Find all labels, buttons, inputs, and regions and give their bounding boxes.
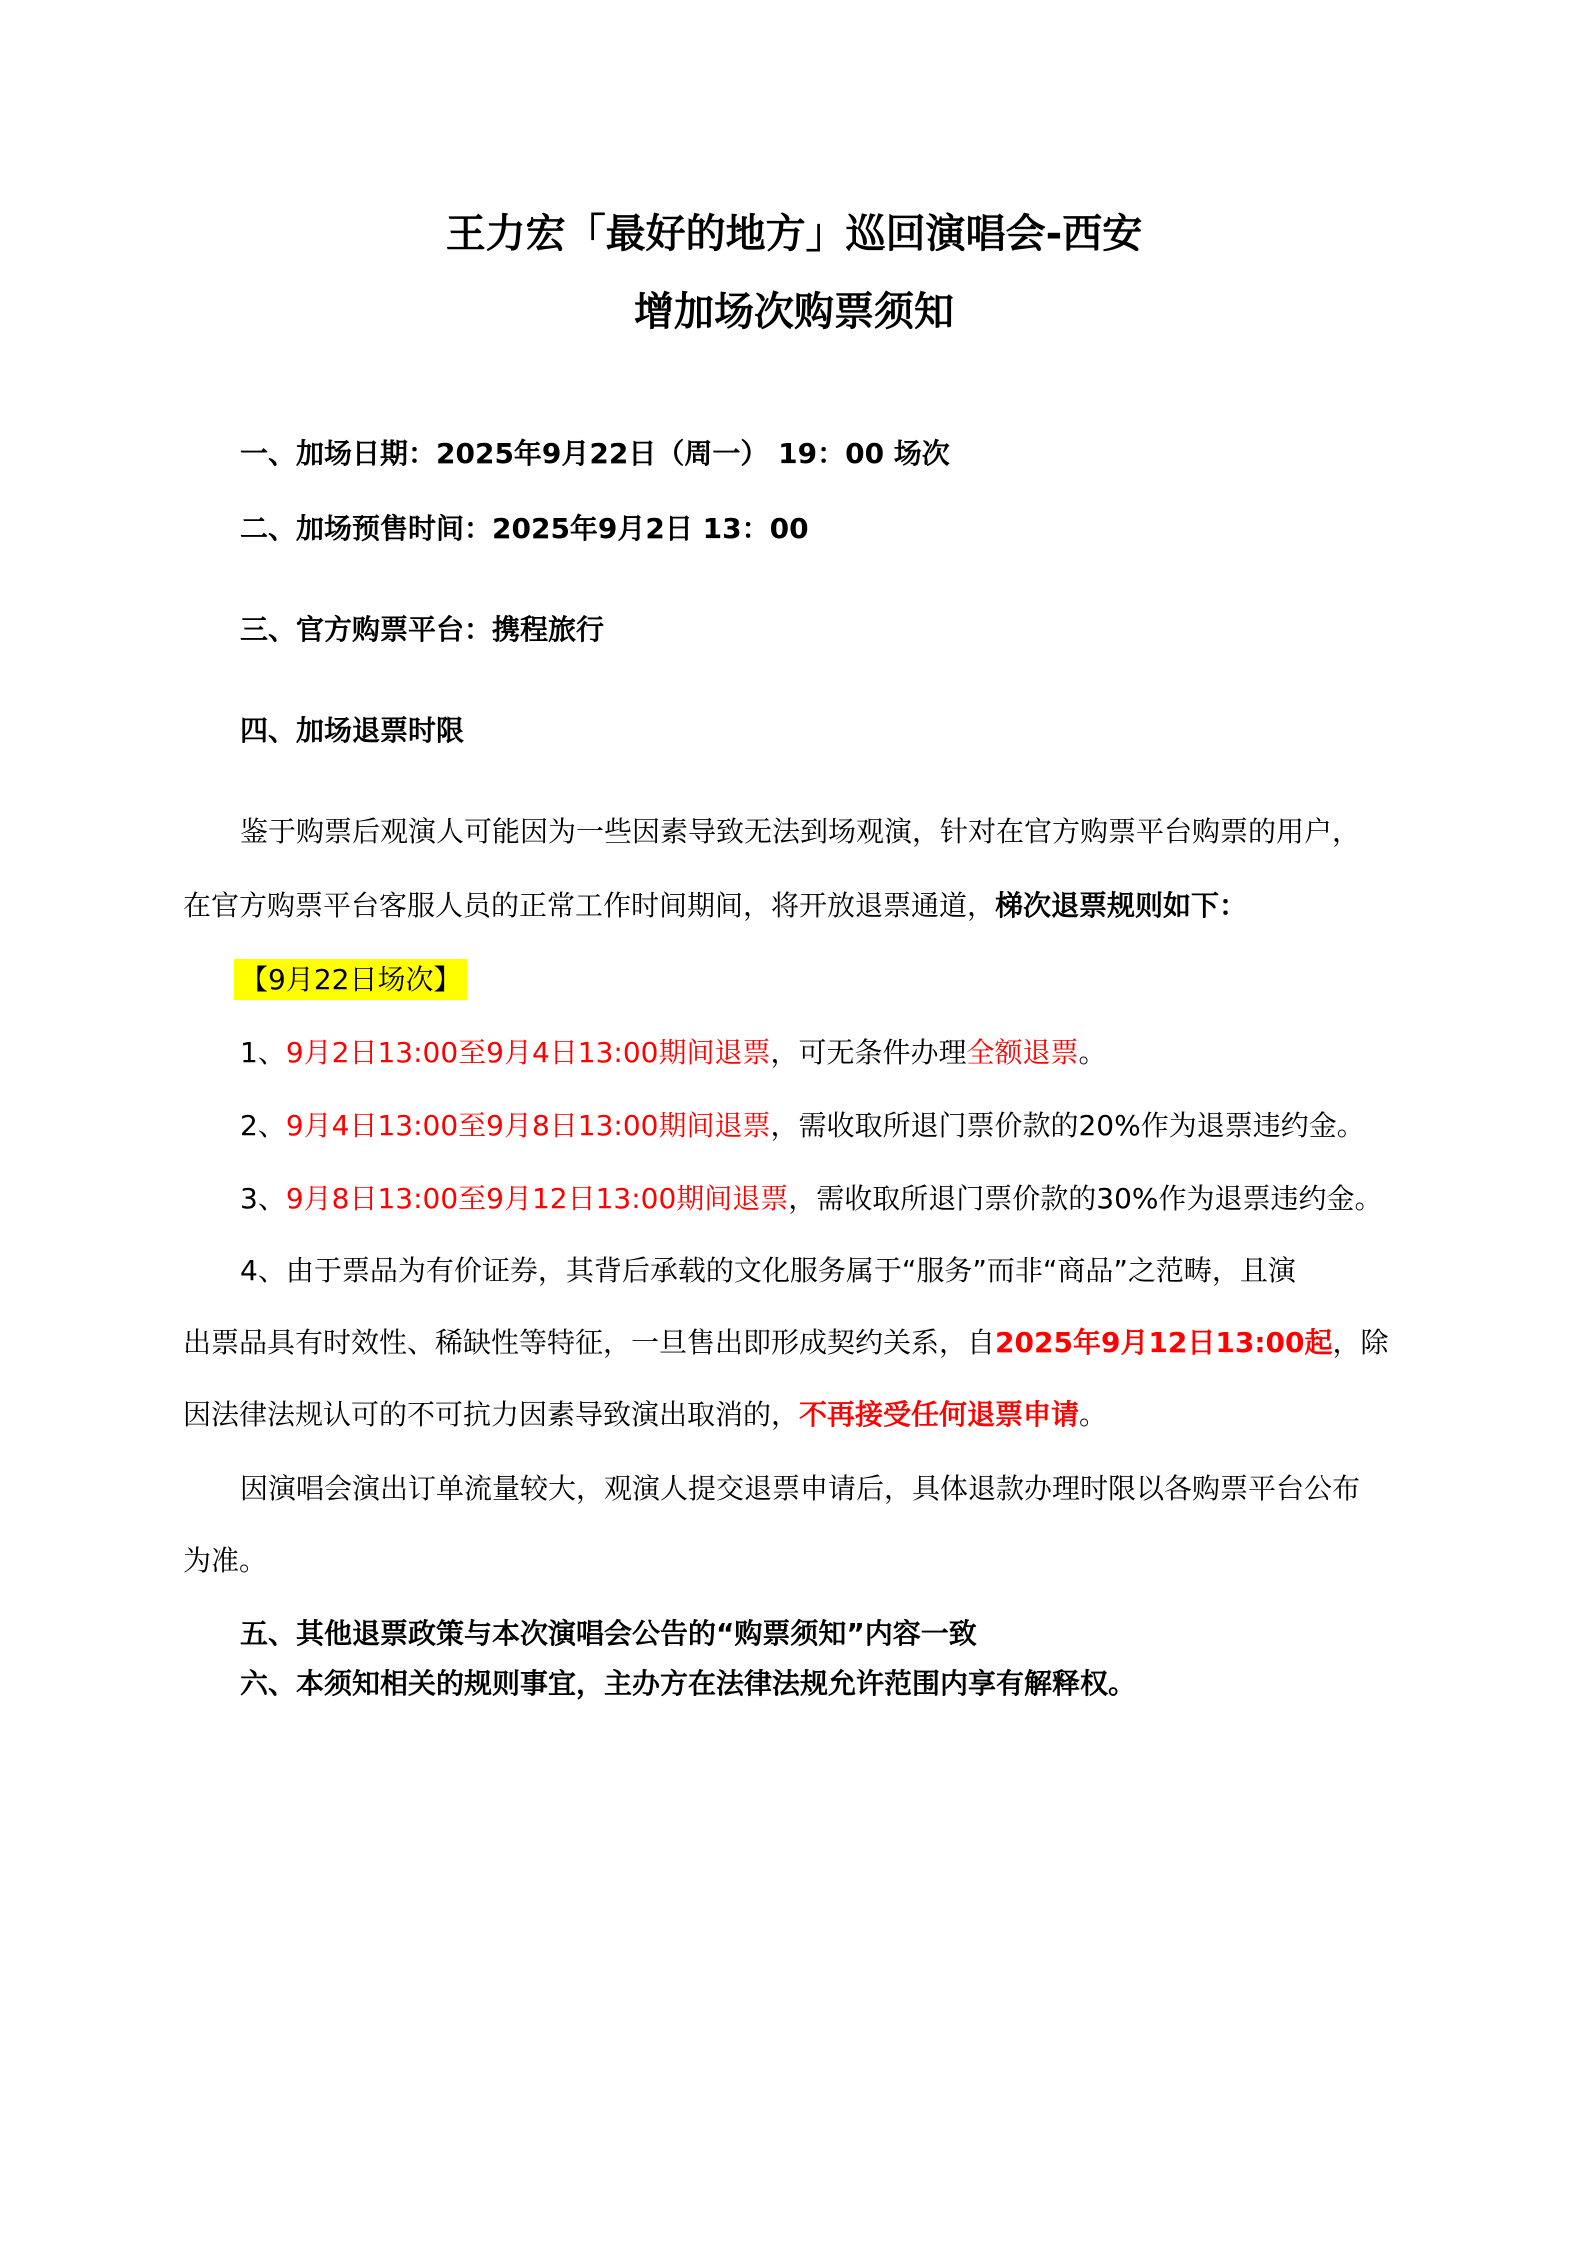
rule-3-num: 3、 bbox=[240, 1182, 286, 1215]
session-tag bbox=[234, 962, 467, 998]
rule-4-line-1: 4、由于票品为有价证券，其背后承载的文化服务属于“服务”而非“商品”之范畴，且演 bbox=[240, 1254, 1296, 1287]
rule-3 bbox=[240, 1181, 1383, 1217]
rule-4-line-3-text: 因法律法规认可的不可抗力因素导致演出取消的， bbox=[183, 1398, 800, 1431]
rule-4-line-3 bbox=[183, 1397, 1107, 1433]
rule-4-line-3-tail: 。 bbox=[1079, 1398, 1108, 1431]
section-2-presale: 二、加场预售时间：2025年9月2日 13：00 bbox=[240, 512, 809, 545]
section-4-refund-heading: 四、加场退票时限 bbox=[240, 714, 465, 747]
rule-1-full-refund: 全额退票 bbox=[966, 1036, 1079, 1069]
session-tag-highlight: 【9月22日场次】 bbox=[234, 959, 467, 1000]
rule-2-num: 2、 bbox=[240, 1109, 286, 1142]
rule-3-tail: ，需收取所退门票价款的30%作为退票违约金。 bbox=[788, 1182, 1383, 1215]
rule-2 bbox=[240, 1108, 1365, 1144]
section-3-platform: 三、官方购票平台：携程旅行 bbox=[240, 613, 605, 646]
intro-line-1: 鉴于购票后观演人可能因为一些因素导致无法到场观演，针对在官方购票平台购票的用户， bbox=[240, 815, 1361, 848]
rule-1-tail: 。 bbox=[1078, 1036, 1107, 1069]
refund-note-line-2: 为准。 bbox=[183, 1544, 268, 1577]
title-line-2: 增加场次购票须知 bbox=[634, 289, 954, 335]
section-1-date: 一、加场日期：2025年9月22日（周一） 19：00 场次 bbox=[240, 437, 950, 470]
rule-1-num: 1、 bbox=[240, 1036, 286, 1069]
rule-4-no-refund: 不再接受任何退票申请 bbox=[799, 1398, 1080, 1431]
intro-line-2 bbox=[183, 888, 1247, 924]
refund-note-line-1: 因演唱会演出订单流量较大，观演人提交退票申请后，具体退款办理时限以各购票平台公布 bbox=[240, 1472, 1361, 1505]
title-line-1: 王力宏「最好的地方」巡回演唱会-西安 bbox=[445, 211, 1143, 257]
rule-3-period: 9月8日13:00至9月12日13:00期间退票 bbox=[285, 1182, 789, 1215]
rule-4-line-2-tail: ，除 bbox=[1332, 1326, 1389, 1359]
rule-2-period: 9月4日13:00至9月8日13:00期间退票 bbox=[285, 1109, 771, 1142]
rule-4-deadline: 2025年9月12日13:00起 bbox=[995, 1326, 1333, 1359]
intro-line-2-bold: 梯次退票规则如下： bbox=[995, 889, 1248, 922]
rule-4-line-2-text: 出票品具有时效性、稀缺性等特征，一旦售出即形成契约关系，自 bbox=[183, 1326, 996, 1359]
rule-4-line-2 bbox=[183, 1325, 1389, 1361]
intro-line-2-text: 在官方购票平台客服人员的正常工作时间期间，将开放退票通道， bbox=[183, 889, 996, 922]
rule-2-tail: ，需收取所退门票价款的20%作为退票违约金。 bbox=[770, 1109, 1365, 1142]
rule-1-period: 9月2日13:00至9月4日13:00期间退票 bbox=[285, 1036, 771, 1069]
section-5-other-policy: 五、其他退票政策与本次演唱会公告的“购票须知”内容一致 bbox=[240, 1617, 977, 1650]
rule-1-mid: ，可无条件办理 bbox=[770, 1036, 967, 1069]
section-6-interpretation: 六、本须知相关的规则事宜，主办方在法律法规允许范围内享有解释权。 bbox=[240, 1667, 1137, 1700]
rule-1 bbox=[240, 1035, 1107, 1071]
